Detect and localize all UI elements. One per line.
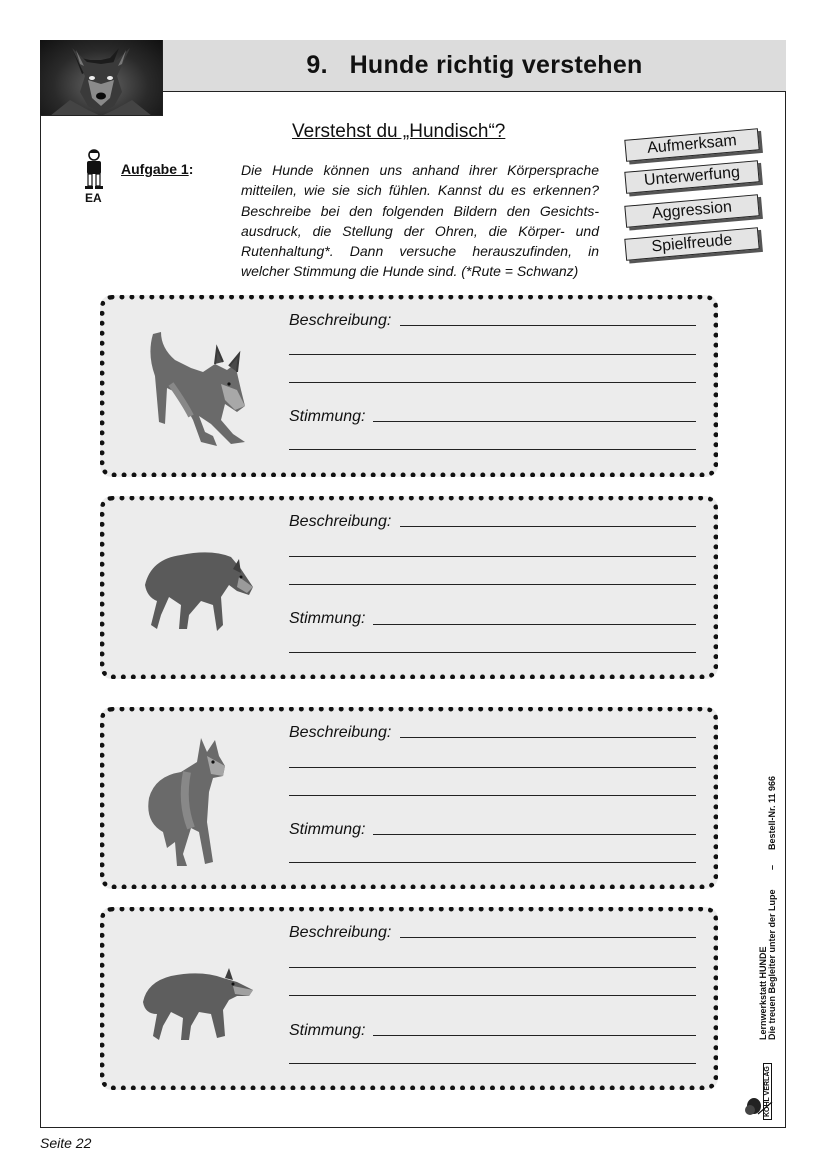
wolf-play-bow-icon: [141, 324, 251, 449]
mood-input-line[interactable]: [373, 624, 696, 625]
task-line: mitteilen, wie sie sich fühlen. Kannst du es erkennen?: [241, 182, 599, 199]
description-label: Beschreibung:: [289, 924, 392, 941]
mood-label: Stimmung:: [289, 821, 366, 838]
description-input-line[interactable]: [289, 767, 696, 768]
mood-tag-spielfreude: Spielfreude: [624, 227, 759, 261]
description-input-line[interactable]: [289, 995, 696, 996]
page-number: Seite 22: [40, 1135, 92, 1151]
order-number: Bestell-Nr. 11 966: [767, 775, 777, 850]
title-bar: [163, 40, 786, 92]
series-subtitle: Die treuen Begleiter unter der Lupe: [767, 889, 777, 1040]
mood-input-line[interactable]: [289, 449, 696, 450]
task-line: Beschreibe bei den folgenden Bildern den Gesichts-: [241, 202, 599, 219]
work-mode-label: EA: [85, 191, 102, 205]
student-icon: [83, 148, 105, 190]
series-title: Lernwerkstatt HUNDE: [758, 946, 768, 1040]
sidebar-dash: –: [767, 864, 777, 870]
wolf-aggressive-icon: [141, 960, 256, 1045]
mood-input-line[interactable]: [289, 652, 696, 653]
wolf-submissive-icon: [141, 545, 256, 635]
description-input-line[interactable]: [289, 556, 696, 557]
description-input-line[interactable]: [289, 354, 696, 355]
task-instructions: [241, 160, 599, 282]
wolf-card-4: [100, 907, 718, 1090]
description-input-line[interactable]: [400, 526, 696, 527]
chapter-title: 9. Hunde richtig verstehen: [306, 51, 643, 79]
mood-label: Stimmung:: [289, 1022, 366, 1039]
mood-tag-aufmerksam: Aufmerksam: [624, 128, 759, 162]
description-label: Beschreibung:: [289, 312, 392, 329]
description-input-line[interactable]: [289, 967, 696, 968]
task-label: Aufgabe 1:: [121, 161, 194, 177]
mood-input-line[interactable]: [373, 421, 696, 422]
mood-tags: [625, 128, 770, 278]
wolf-card-2: [100, 496, 718, 679]
mood-input-line[interactable]: [289, 1063, 696, 1064]
wolf-alert-icon: [141, 732, 241, 872]
mood-label: Stimmung:: [289, 408, 366, 425]
mood-input-line[interactable]: [373, 834, 696, 835]
mood-label: Stimmung:: [289, 610, 366, 627]
publisher-logo-text: KOHL VERLAG: [763, 1063, 772, 1120]
mood-input-line[interactable]: [289, 862, 696, 863]
description-input-line[interactable]: [400, 937, 696, 938]
german-shepherd-photo: [40, 40, 163, 116]
description-input-line[interactable]: [289, 795, 696, 796]
wolf-card-3: [100, 707, 718, 889]
worksheet-subtitle: Verstehst du „Hundisch“?: [292, 121, 506, 142]
task-line: Die Hunde können uns anhand ihrer Körpersprache: [241, 162, 599, 178]
wolf-card-1: [100, 295, 718, 477]
description-label: Beschreibung:: [289, 724, 392, 741]
task-line: welcher Stimmung die Hunde sind. (*Rute = Schwanz): [241, 263, 579, 280]
task-line: Rutenhaltung*. Dann versuche herauszufinden, in: [241, 243, 599, 260]
mood-tag-unterwerfung: Unterwerfung: [624, 160, 759, 194]
publisher-tree-icon: [744, 1048, 774, 1118]
description-input-line[interactable]: [289, 382, 696, 383]
description-input-line[interactable]: [400, 737, 696, 738]
description-input-line[interactable]: [289, 584, 696, 585]
mood-input-line[interactable]: [373, 1035, 696, 1036]
description-input-line[interactable]: [400, 325, 696, 326]
mood-tag-aggression: Aggression: [624, 194, 759, 228]
description-label: Beschreibung:: [289, 513, 392, 530]
task-line: ausdruck, die Stellung der Ohren, die Körper- und: [241, 222, 599, 239]
